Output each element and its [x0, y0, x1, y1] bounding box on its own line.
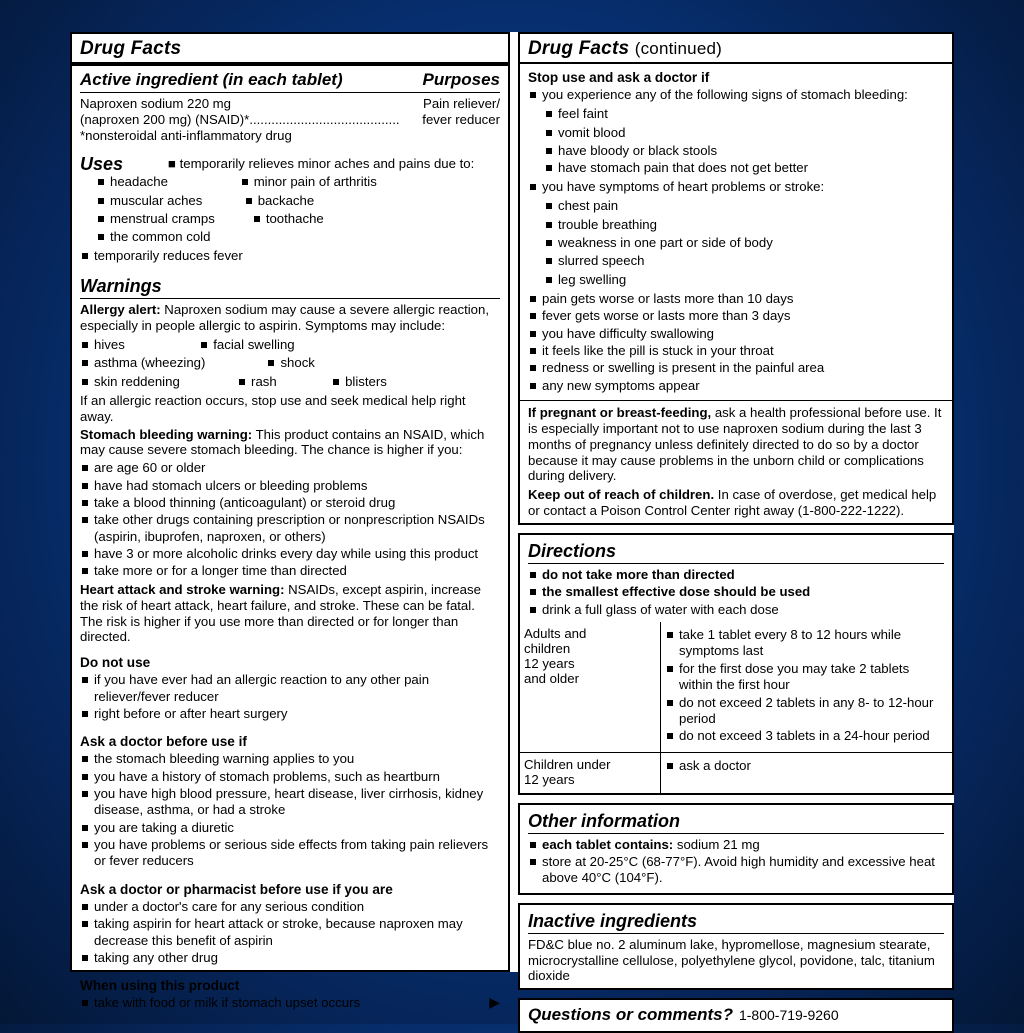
heart-symptom: leg swelling — [544, 272, 778, 288]
active-ingredient-line2: (naproxen 200 mg) (NSAID)*......................................... — [80, 111, 400, 127]
dose-group: Adults and children 12 years and older — [520, 622, 661, 752]
divider — [528, 563, 944, 564]
divider — [528, 833, 944, 834]
ask-pharmacist-item: taking any other drug — [80, 950, 500, 966]
directions-table — [520, 622, 952, 793]
keep-out-of-reach-warning: Keep out of reach of children. In case of overdose, get medical help or contact a Poison Control Center right away (1-800-222-1222). — [528, 487, 937, 519]
ask-pharmacist-item: taking aspirin for heart attack or stroke, because naproxen may decrease this benefit of aspirin — [80, 916, 500, 949]
uses-heading: Uses — [80, 153, 124, 174]
directions-block — [518, 533, 954, 795]
other-info-block — [518, 803, 954, 895]
ask-doctor-heading: Ask a doctor before use if — [80, 734, 247, 750]
table-row — [520, 752, 952, 793]
dose-item: for the first dose you may take 2 tablets within the first hour — [665, 661, 946, 694]
divider — [80, 92, 500, 93]
when-using-heading: When using this product — [80, 978, 240, 994]
heart-symptom: slurred speech — [544, 253, 718, 269]
dose-item: do not exceed 3 tablets in a 24-hour period — [665, 728, 946, 744]
stop-use-item: redness or swelling is present in the painful area — [528, 360, 944, 376]
inactive-ingredients-heading: Inactive ingredients — [528, 910, 698, 931]
active-ingredient-heading: Active ingredient (in each tablet) — [80, 70, 343, 89]
page-title: Drug Facts — [80, 38, 182, 59]
active-ingredient-footnote: *nonsteroidal anti-inflammatory drug — [80, 127, 292, 143]
inactive-ingredients-text: FD&C blue no. 2 aluminum lake, hypromellose, magnesium stearate, microcrystalline cellulose, polyethylene glycol, povidone, talc, titanium dioxide — [528, 936, 935, 984]
right-block-1 — [518, 32, 954, 525]
stop-use-item: any new symptoms appear — [528, 378, 944, 394]
ask-doctor-item: you have problems or serious side effects from taking pain relievers or fever reducers — [80, 837, 500, 870]
stop-use-item: you have difficulty swallowing — [528, 326, 944, 342]
directions-section — [520, 535, 952, 622]
stomach-risk-item: take a blood thinning (anticoagulant) or steroid drug — [80, 495, 500, 511]
stomach-risk-item: are age 60 or older — [80, 460, 500, 476]
other-info-item: each tablet contains: sodium 21 mg — [528, 837, 944, 853]
dose-item: do not exceed 2 tablets in any 8- to 12-hour period — [665, 695, 946, 728]
questions-section — [520, 1000, 952, 1031]
table-row — [520, 622, 952, 752]
bleeding-sign: have bloody or black stools — [544, 143, 944, 159]
active-ingredient-line1: Naproxen sodium 220 mg — [80, 96, 232, 111]
do-not-use-heading: Do not use — [80, 655, 151, 671]
uses-section — [72, 148, 508, 271]
uses-lead: ■ temporarily relieves minor aches and pains due to: — [168, 155, 475, 171]
uses-item: minor pain of arthritis — [240, 174, 391, 190]
allergy-symptom: blisters — [331, 374, 429, 390]
allergy-note: If an allergic reaction occurs, stop use and seek medical help right away. — [80, 392, 466, 424]
other-information-heading: Other information — [528, 810, 680, 831]
heart-symptom: chest pain — [544, 198, 718, 214]
uses-item: muscular aches — [96, 193, 239, 209]
drug-facts-label — [70, 32, 954, 1025]
stomach-risk-item: take other drugs containing prescription or nonprescription NSAIDs (aspirin, ibuprofen, naproxen, or others) — [80, 512, 500, 545]
stomach-risk-item: take more or for a longer time than directed — [80, 563, 500, 579]
do-not-use-item: right before or after heart surgery — [80, 706, 500, 722]
allergy-symptom: skin reddening — [80, 374, 233, 390]
pregnancy-section — [520, 401, 952, 523]
inactive-block — [518, 903, 954, 991]
other-information-section — [520, 805, 952, 893]
ask-pharmacist-item: under a doctor's care for any serious condition — [80, 899, 500, 915]
ask-doctor-section — [72, 728, 508, 876]
uses-item: backache — [244, 193, 383, 209]
allergy-symptom: facial swelling — [199, 337, 352, 353]
heart-symptom: weakness in one part or side of body — [544, 235, 944, 251]
stop-use-section — [520, 64, 952, 400]
ask-pharmacist-heading: Ask a doctor or pharmacist before use if you are — [80, 881, 393, 897]
active-ingredient-section — [72, 66, 508, 148]
page-title-continued: Drug Facts (continued) — [528, 38, 722, 59]
ask-pharmacist-section — [72, 876, 508, 972]
do-not-use-section — [72, 649, 508, 728]
uses-item-last: temporarily reduces fever — [80, 248, 500, 264]
divider — [528, 933, 944, 934]
when-using-item: take with food or milk if stomach upset occurs ▶ — [80, 995, 500, 1011]
right-panel — [518, 32, 954, 1025]
bleeding-sign: feel faint — [544, 106, 694, 122]
questions-block — [518, 998, 954, 1033]
when-using-section — [72, 972, 508, 1017]
allergy-symptom: shock — [266, 355, 381, 371]
stop-use-item: fever gets worse or lasts more than 3 days — [528, 308, 944, 324]
dose-item: take 1 tablet every 8 to 12 hours while symptoms last — [665, 627, 946, 660]
questions-phone: 1-800-719-9260 — [738, 1007, 839, 1024]
do-not-use-item: if you have ever had an allergic reaction to any other pain reliever/fever reducer — [80, 672, 500, 705]
uses-item: toothache — [252, 211, 395, 227]
dose-item: ask a doctor — [665, 758, 946, 774]
continued-arrow-icon: ▶ — [489, 994, 500, 1011]
other-info-item: store at 20-25°C (68-77°F). Avoid high humidity and excessive heat above 40°C (104°F). — [528, 854, 944, 887]
allergy-symptom: asthma (wheezing) — [80, 355, 262, 371]
directions-bullet: drink a full glass of water with each dose — [528, 602, 944, 618]
stomach-bleeding-warning: Stomach bleeding warning: This product contains an NSAID, which may cause severe stomach bleeding. The chance is higher if you: — [80, 426, 485, 458]
warnings-section — [72, 270, 508, 649]
stomach-risk-item: have 3 or more alcoholic drinks every day while using this product — [80, 546, 500, 562]
stomach-risk-item: have had stomach ulcers or bleeding problems — [80, 478, 500, 494]
allergy-alert: Allergy alert: Naproxen sodium may cause a severe allergic reaction, especially in people allergic to aspirin. Symptoms may include: — [80, 302, 490, 334]
bleeding-sign: have stomach pain that does not get better — [544, 160, 944, 176]
allergy-symptom: rash — [237, 374, 327, 390]
stop-use-item: it feels like the pill is stuck in your throat — [528, 343, 944, 359]
allergy-symptom: hives — [80, 337, 195, 353]
ask-doctor-item: you have a history of stomach problems, such as heartburn — [80, 769, 500, 785]
inactive-ingredients-section — [520, 905, 952, 989]
purpose-line1: Pain reliever/ — [423, 96, 500, 111]
divider — [80, 298, 500, 299]
directions-bullet: do not take more than directed — [528, 567, 944, 583]
dose-instructions — [661, 622, 953, 752]
uses-item: the common cold — [96, 229, 514, 245]
stop-use-item: you have symptoms of heart problems or stroke: — [528, 179, 944, 195]
pregnancy-warning: If pregnant or breast-feeding, ask a health professional before use. It is especially important not to use naproxen sodium during the last 3 months of pregnancy unless definitely directed to do so by a doctor because it may cause problems in the unborn child or complications during delivery. — [528, 405, 942, 484]
stop-use-item: pain gets worse or lasts more than 10 days — [528, 291, 944, 307]
ask-doctor-item: you have high blood pressure, heart disease, liver cirrhosis, kidney disease, asthma, or had a stroke — [80, 786, 500, 819]
warnings-heading: Warnings — [80, 276, 162, 297]
stop-use-item: you experience any of the following signs of stomach bleeding: — [528, 87, 944, 103]
bleeding-sign: vomit blood — [544, 125, 798, 141]
directions-bullet: the smallest effective dose should be used — [528, 584, 944, 600]
uses-item: headache — [96, 174, 235, 190]
dose-instructions — [661, 752, 953, 793]
left-panel — [70, 32, 510, 1011]
ask-doctor-item: you are taking a diuretic — [80, 820, 500, 836]
left-title-block — [72, 34, 508, 66]
questions-heading: Questions or comments? — [528, 1005, 733, 1025]
dose-group: Children under 12 years — [520, 752, 661, 793]
purpose-line2: fever reducer — [422, 111, 500, 127]
stop-use-heading: Stop use and ask a doctor if — [528, 70, 710, 85]
directions-heading: Directions — [528, 541, 617, 562]
ask-doctor-item: the stomach bleeding warning applies to you — [80, 751, 500, 767]
heart-symptom: trouble breathing — [544, 217, 778, 233]
uses-item: menstrual cramps — [96, 211, 247, 227]
purposes-heading: Purposes — [422, 70, 500, 89]
heart-stroke-warning: Heart attack and stroke warning: NSAIDs, except aspirin, increase the risk of heart attack, heart failure, and stroke. These can be fatal. The risk is higher if you use more than directed or for longer than directed. — [80, 581, 481, 645]
